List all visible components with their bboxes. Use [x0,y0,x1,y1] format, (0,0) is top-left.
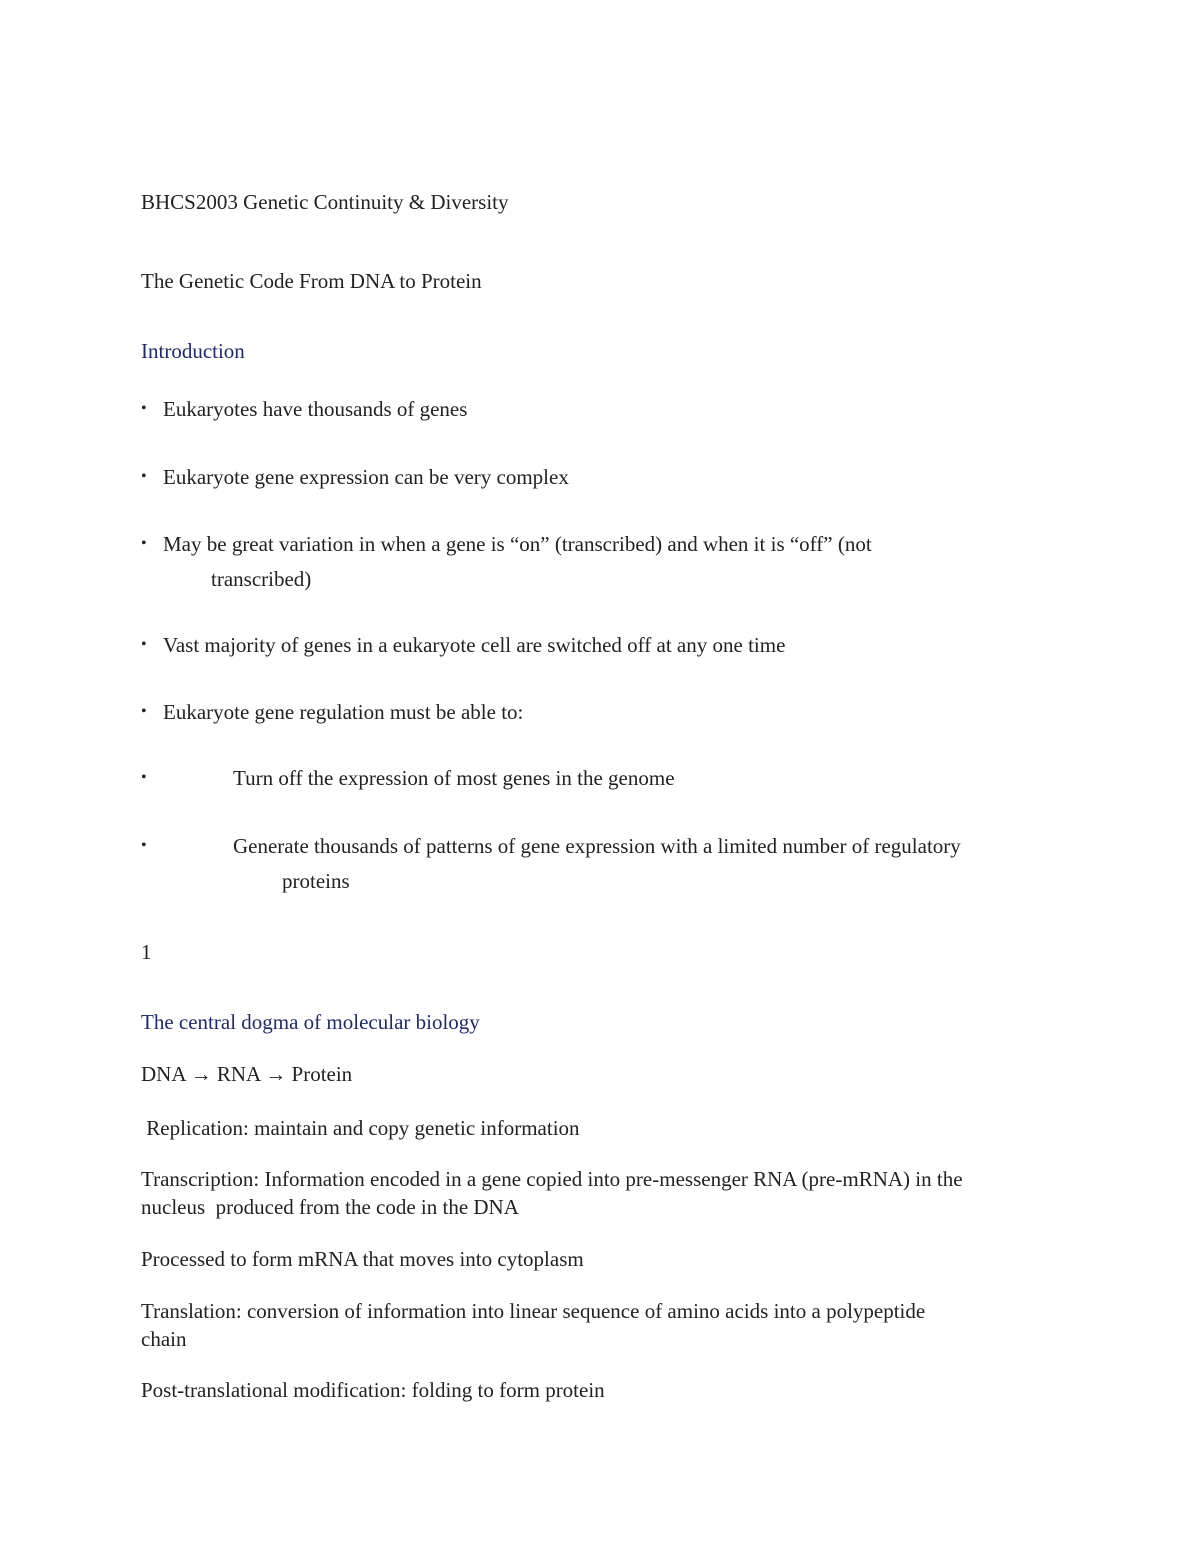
list-item-text: May be great variation in when a gene is “on” (transcribed) and when it is “off” (not [163,532,872,556]
introduction-heading: Introduction [141,339,245,363]
sub-list-item-text: Turn off the expression of most genes in the genome [233,766,675,790]
list-item-text: Eukaryote gene regulation must be able to: [163,700,524,724]
list-item-text: Vast majority of genes in a eukaryote cell are switched off at any one time [163,633,786,657]
translation-text-line-2: chain [141,1327,187,1351]
processed-text: Processed to form mRNA that moves into cytoplasm [141,1247,584,1271]
transcription-text-line-2: nucleus produced from the code in the DNA [141,1195,519,1219]
sub-list-item-text: Generate thousands of patterns of gene expression with a limited number of regulatory [233,834,961,858]
page-number: 1 [141,940,152,964]
dogma-flow: DNA → RNA → Protein [141,1062,353,1086]
replication-text: Replication: maintain and copy genetic information [141,1116,580,1140]
sub-list-item-continuation: proteins [282,869,350,893]
list-item-text: Eukaryote gene expression can be very complex [163,465,569,489]
transcription-text-line-1: Transcription: Information encoded in a gene copied into pre-messenger RNA (pre-mRNA) in the [141,1167,963,1191]
bullet-icon: • [141,703,147,720]
list-item-text: Eukaryotes have thousands of genes [163,397,468,421]
central-dogma-heading: The central dogma of molecular biology [141,1010,480,1034]
lecture-title: The Genetic Code From DNA to Protein [141,269,482,293]
bullet-icon: • [141,636,147,653]
translation-text-line-1: Translation: conversion of information into linear sequence of amino acids into a polypeptide [141,1299,926,1323]
bullet-icon: • [141,400,147,417]
bullet-icon: • [141,468,147,485]
post-translational-text: Post-translational modification: folding to form protein [141,1378,605,1402]
list-item-continuation: transcribed) [211,567,312,591]
course-title: BHCS2003 Genetic Continuity & Diversity [141,190,509,214]
bullet-icon: • [141,535,147,552]
bullet-icon: • [141,837,147,854]
bullet-icon: • [141,769,147,786]
